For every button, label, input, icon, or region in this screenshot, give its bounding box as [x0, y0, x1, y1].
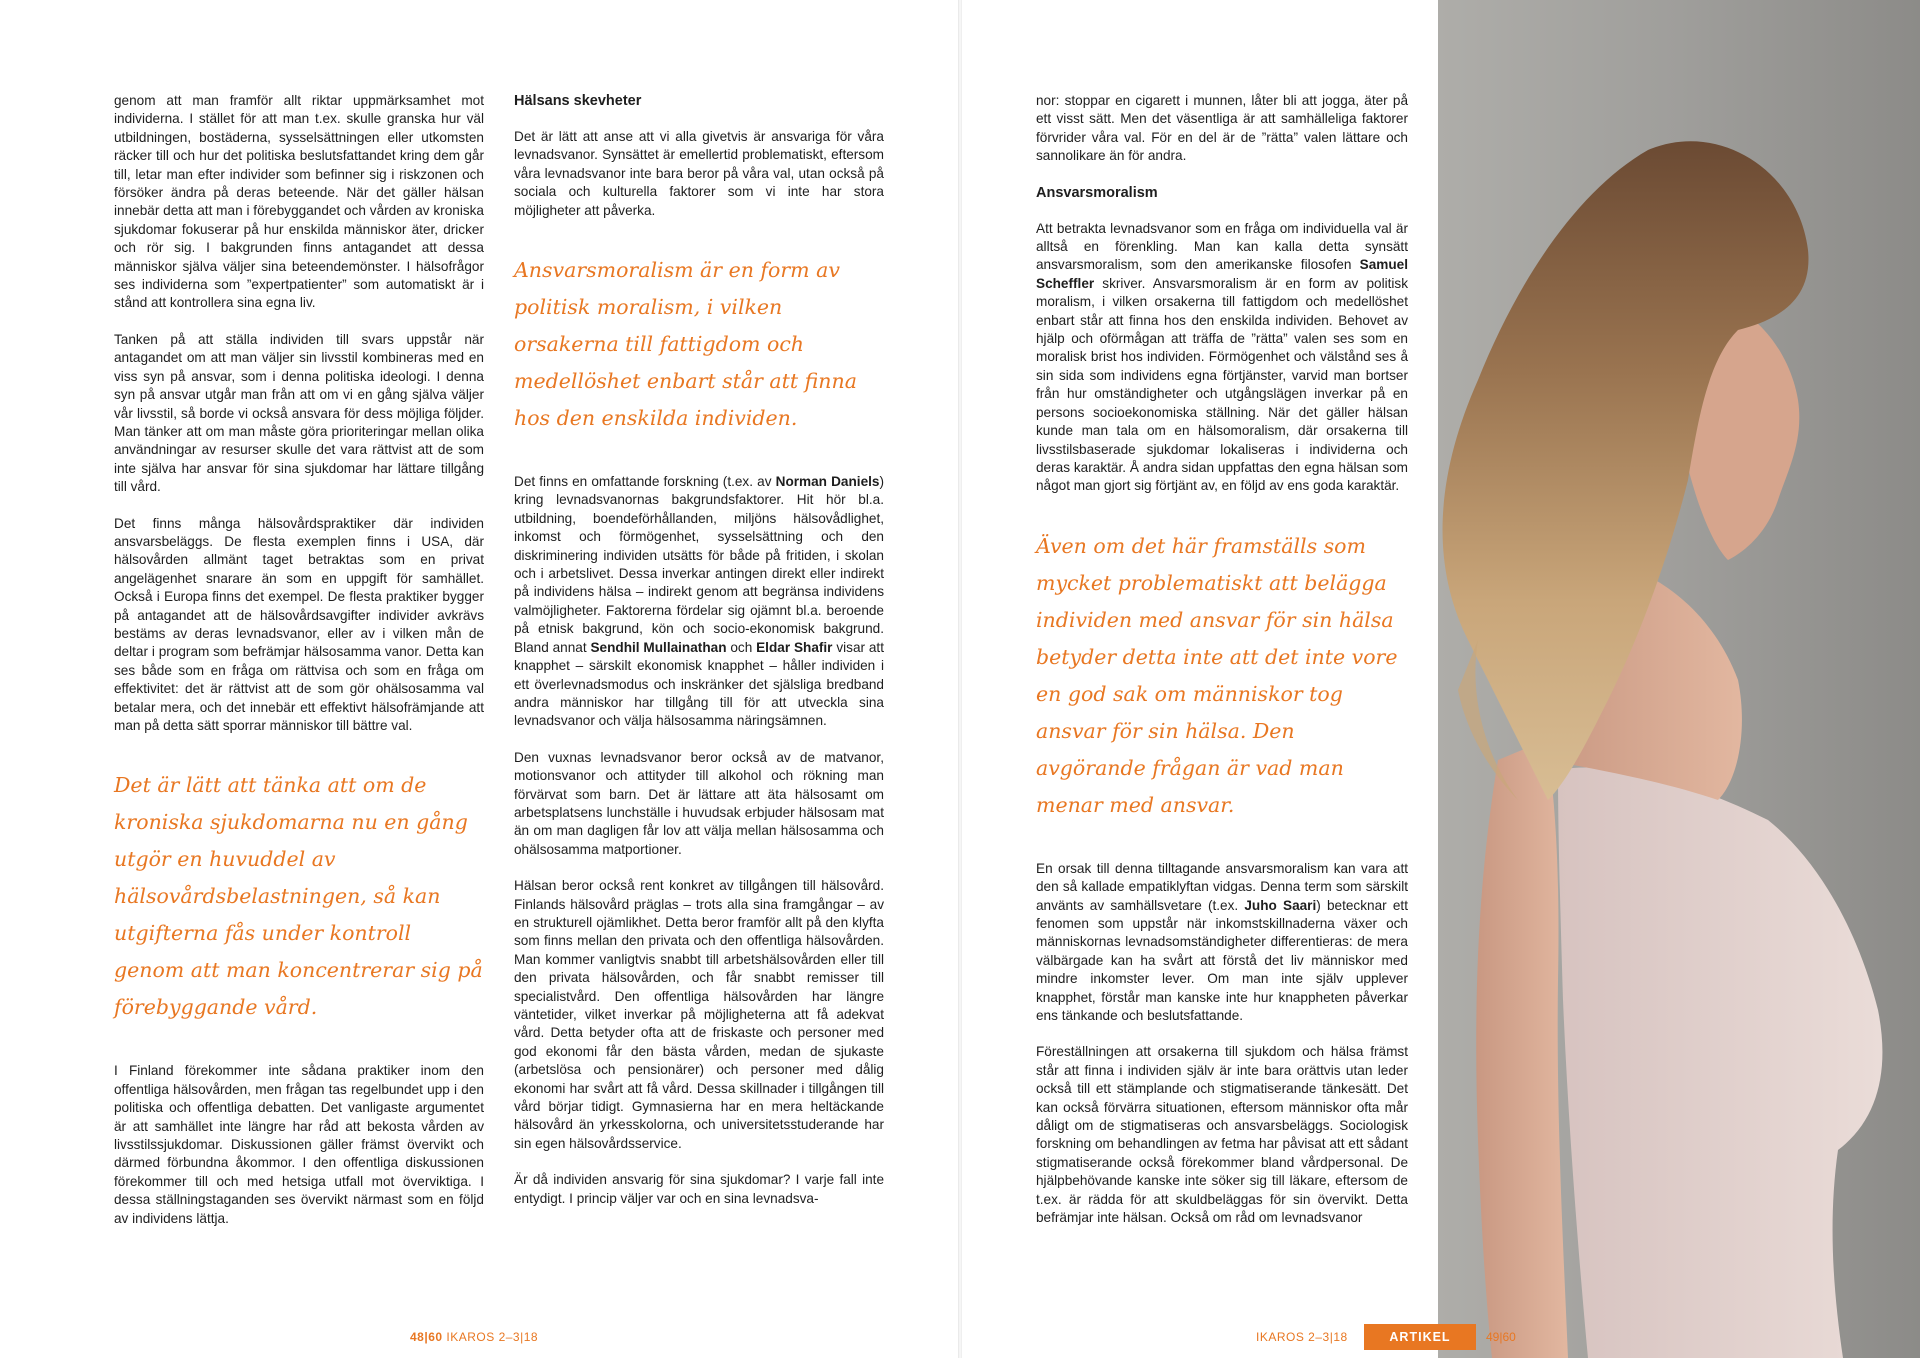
woman-profile-illustration: [1438, 0, 1920, 1358]
text-run: En orsak till denna tilltagande ansvarsmoralism kan vara att den så kallade empatiklyftan vidgas. Denna term som särskilt använts av samhällsvetare (t.ex.: [1036, 860, 1408, 913]
body-paragraph: Den vuxnas levnadsvanor beror också av de matvanor, motionsvanor och attityder till alkohol och rökning man förvärvat som barn. Det är lättare att äta hälsosamt om arbetsplatsens lunchställe i huvudsak erbjuder hälsosam mat än om man dagligen får lov att välja mellan hälsosamma och ohälsosamma matportioner.: [514, 749, 884, 857]
person-name: Norman Daniels: [775, 474, 880, 490]
section-heading: Hälsans skevheter: [514, 93, 642, 109]
person-name: Eldar Shafir: [756, 639, 833, 655]
right-page-footer: [1256, 1330, 1348, 1344]
person-name: Juho Saari: [1244, 897, 1317, 913]
person-name: Sendhil Mullainathan: [590, 639, 727, 655]
page-number: 49|60: [1486, 1330, 1516, 1344]
magazine-issue: IKAROS 2–3|18: [446, 1330, 539, 1344]
section-tag: ARTIKEL: [1364, 1324, 1476, 1350]
body-paragraph: Tanken på att ställa individen till svars uppstår när antagandet om att man väljer sin livsstil kombineras med en viss syn på ansvar, som i denna politiska ideologi. I denna syn på ansvar utgår man från att om vi en gång själva väljer vår livsstil, så borde vi också ansvara för dess möjliga följder. Man tänker att om man måste göra prioriteringar mellan olika användningar av resurser skulle det vara rättvist att de som inte själva har ansvar för sina sjukdomar har lättare tillgång till vård.: [114, 331, 484, 495]
text-run: Att betrakta levnadsvanor som en fråga om individuella val är alltså en förenkling. Man kan kalla detta synsätt ansvarsmoralism, som den amerikanske filosofen: [1036, 220, 1408, 273]
body-paragraph: [514, 473, 884, 731]
right-column: [1036, 92, 1408, 1227]
magazine-issue: IKAROS 2–3|18: [1256, 1330, 1348, 1344]
body-paragraph: nor: stoppar en cigarett i munnen, låter bli att jogga, äter på ett visst sätt. Men det väsentliga är att samhälleliga faktorer förvrider våra val. För en del är de ”rätta” valen lättare och sannolikare än för andra.: [1036, 93, 1408, 164]
article-photo: [1438, 0, 1920, 1358]
section-heading: Ansvarsmoralism: [1036, 184, 1158, 201]
body-paragraph: I Finland förekommer inte sådana praktiker inom den offentliga hälsovården, men frågan tas regelbundet upp i den politiska och offentliga debatten. Det vanligaste argumentet är att samhället inte längre har råd att bekosta vården av livsstilssjukdomar. Diskussionen gäller främst övervikt och därmed förbundna åkommor. I den offentliga diskussionen förekommer till och med hetsiga utfall mot överviktiga. I dessa ställningstaganden ses övervikt närmast som en följd av individens lättja.: [114, 1063, 484, 1226]
page-number: 48|60: [410, 1330, 443, 1344]
body-paragraph: genom att man framför allt riktar uppmärksamhet mot individerna. I stället för att man t.ex. skulle granska hur väl utbildningen, bostäderna, sysselsättningen eller utkomsten räcker till och hur det politiska beslutsfattandet kring dem går till, letar man efter individer som befinner sig i riskzonen och försöker ändra på deras beteende. När det gäller hälsan innebär detta att man i förebyggandet och vården av kroniska sjukdomar fokuserar på hur enskilda människor äter, dricker och rör sig. I bakgrunden finns antagandet att dessa människor själva väljer sina beteendemönster. I hälsofrågor ses individerna som ”expertpatienter” som automatiskt är i stånd att kontrollera sina egna liv.: [114, 93, 484, 311]
text-run: Det finns en omfattande forskning (t.ex. av: [514, 474, 776, 490]
body-paragraph: Hälsan beror också rent konkret av tillgången till hälsovård. Finlands hälsovård präglas – trots alla sina framgångar – av en strukturell ojämlikhet. Detta beror framför allt på den klyfta som finns mellan den privata och den offentliga hälsovården. Man kommer vanligtvis snabbt till arbetshälsovården eller till den privata hälsovården, och får snabbt remisser till specialistvård. Den offentliga hälsovården har längre väntetider, vilket inverkar på möjligheterna att få adekvat vård. Detta betyder ofta att de friskaste och personer med god ekonomi får den bästa vården, medan de sjukaste (arbetslösa och pensionärer) och personer med dålig ekonomi har svårt att få vård. Dessa skillnader i tillgången till vård börjar tidigt. Gymnasierna har en mera heltäckande hälsovård än yrkesskolorna, och universitetsstuderande har sin egen hälsovårdsservice.: [514, 878, 884, 1151]
person-name: Samuel Scheffler: [1036, 257, 1408, 291]
page-spine: [958, 0, 962, 1358]
left-page-footer: [410, 1330, 538, 1344]
text-run: ) betecknar ett fenomen som uppstår när inkomstskillnaderna växer och människornas levnadsomständigheter differentieras: de mera välbärgade kan ha svårt att förstå det liv människor med mindre inkomster lever. Om man inte själv upplever knapphet, förstår man kanske inte hur knappheten påverkar ens tänkande och beslutsfattande.: [1036, 897, 1408, 1023]
body-paragraph: Föreställningen att orsakerna till sjukdom och hälsa främst står att finna i individen själv är inte bara orättvis utan leder också till ett stämplande och stigmatiserande tänkesätt. Det kan också förvärra situationen, eftersom människor ofta mår dåligt om de stigmatiseras och ansvarsbeläggs. Sociologisk forskning om behandlingen av fetma har påvisat att ett sådant stigmatiserande också förekommer bland vårdpersonal. De hjälpbehövande kanske inte söker sig till läkare, eftersom de t.ex. är rädda för att skuldbeläggas för sin övervikt. Detta befrämjar inte hälsan. Också om råd om levnadsvanor: [1036, 1044, 1408, 1226]
text-run: visar att knapphet – särskilt ekonomisk knapphet – håller individen i ett överlevnadsmodus och inskränker det själsliga bredband andra människor har tillgång till för att utveckla sina levnadsvanor och välja hälsosamma näringsämnen.: [514, 639, 884, 729]
pull-quote: Även om det här framställs som mycket problematiskt att belägga individen med ansvar för sin hälsa betyder detta inte att det inte vore en god sak om människor tog ansvar för sin hälsa. Den avgörande frågan är vad man menar med ansvar.: [1036, 533, 1398, 817]
text-run: skriver. Ansvarsmoralism är en form av politisk moralism, i vilken orsakerna till fattigdom och medellöshet enbart står att finna hos den enskilda individen. Behovet av hjälp och oförmågan att träffa de ”rätta” valen ses som en moralisk brist hos individen. Förmögenhet och välstånd ses å sin sida som individens egna förtjänster, varvid man bortser från hur omständigheter och utgångslägen inverkar på en persons socioekonomiska ställning. När det gäller hälsan kunde man tala om en hälsomoralism, där orsakerna till livsstilsbaserade sjukdomar lokaliseras i individerna och deras karaktär. Å andra sidan uppfattas den egna hälsan som något man gjort sig förtjänt av, en följd av ens goda karaktär.: [1036, 275, 1408, 494]
pull-quote: Ansvarsmoralism är en form av politisk moralism, i vilken orsakerna till fattigdom och medellöshet enbart står att finna hos den enskilda individen.: [514, 258, 857, 431]
text-run: ) kring levnadsvanornas bakgrundsfaktorer. Hit hör bl.a. utbildning, boendeförhållanden, miljöns hälsovådlighet, inkomst och förmögenhet, sysselsättning och den diskriminering individen utsätts för både på fritiden, i skolan och i arbetslivet. Dessa inverkar antingen direkt eller indirekt på individens hälsa – indirekt genom att begränsa individens valmöjligheter. Faktorerna fördelar sig ojämnt bl.a. beroende på etnisk bakgrund, kön och socio-ekonomisk bakgrund. Bland annat: [514, 474, 884, 655]
left-column-2: [514, 92, 884, 1208]
pull-quote: Det är lätt att tänka att om de kroniska sjukdomarna nu en gång utgör en huvuddel av hälsovårdsbelastningen, så kan utgifterna fås under kontroll genom att man koncentrerar sig på förebyggande vård.: [114, 773, 483, 1020]
text-run: och: [726, 639, 757, 655]
left-column-1: [114, 92, 484, 1246]
body-paragraph: [1036, 220, 1408, 496]
body-paragraph: Det finns många hälsovårdspraktiker där individen ansvarsbeläggs. De flesta exemplen finns i USA, där hälsovården allmänt taget betraktas som en privat angelägenhet snarare än som en uppgift för samhället. Också i Europa finns det exempel. De flesta praktiker bygger på antagandet att de hälsovårdsavgifter individer avkrävs bestäms av deras levnadsvanor, eller av i vilken mån de deltar i program som befrämjar hälsosamma vanor. Detta kan ses både som en fråga om rättvisa och som en fråga om effektivitet: det är rättvist att de som gör ohälsosamma val betalar mera, och det innebär ett effektivt hälsofrämjande att man på detta sätt sporrar människor till bättre val.: [114, 515, 484, 733]
body-paragraph: Det är lätt att anse att vi alla givetvis är ansvariga för våra levnadsvanor. Synsättet är emellertid problematiskt, eftersom våra levnadsvanor inte bara beror på våra val, utan också på sociala och kulturella faktorer som vi inte har stora möjligheter att påverka.: [514, 129, 884, 218]
body-paragraph: Är då individen ansvarig för sina sjukdomar? I varje fall inte entydigt. I princip väljer var och en sina levnadsva-: [514, 1172, 884, 1206]
body-paragraph: [1036, 860, 1408, 1026]
